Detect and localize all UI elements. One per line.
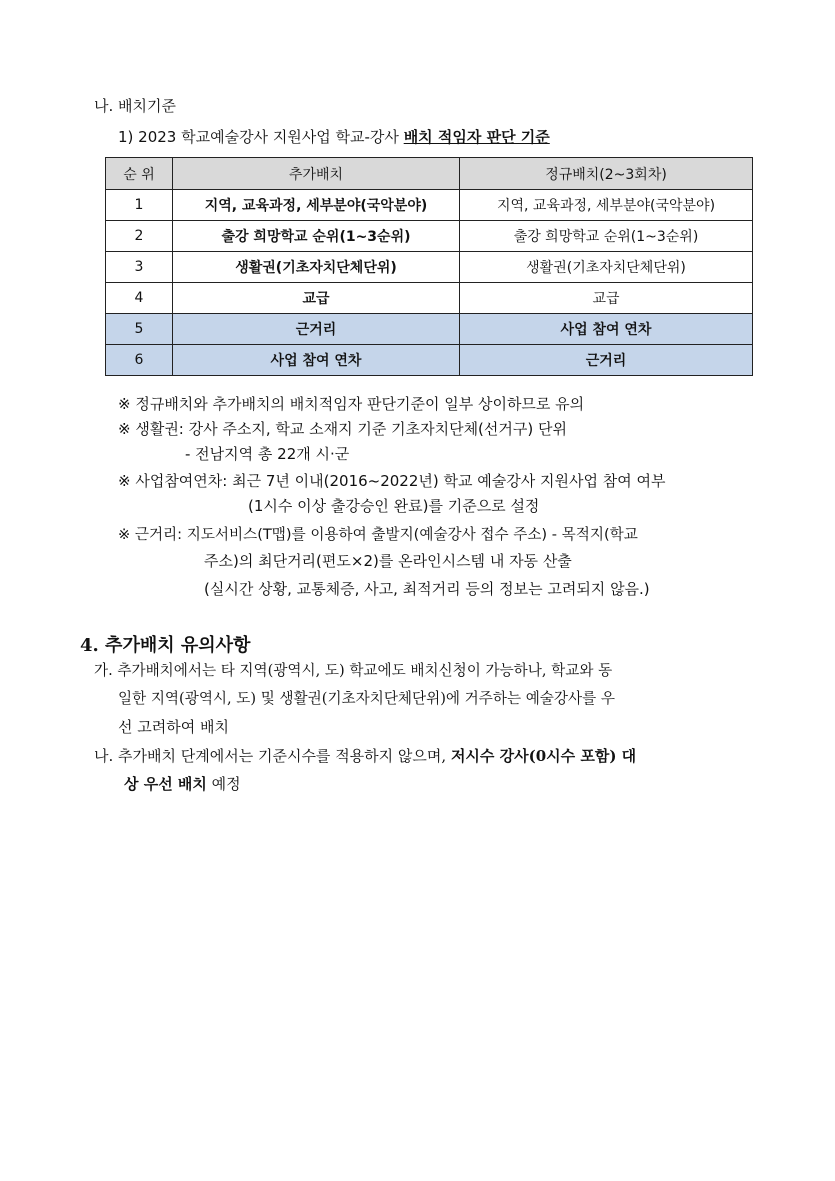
- section-4-title: 4. 추가배치 유의사항: [80, 635, 251, 656]
- section-b-title: 나. 배치기준: [94, 97, 176, 115]
- section-4-item-na-line1: [94, 746, 636, 766]
- table-row-highlighted: [106, 345, 753, 376]
- subsection-1-prefix: 1) 2023 학교예술강사 지원사업 학교-강사: [118, 128, 404, 146]
- note-distance: ※ 근거리: 지도서비스(T맵)를 이용하여 출발지(예술강사 접수 주소) - 목적지(학교: [118, 526, 638, 543]
- section-4-item-na-line2: [124, 774, 241, 794]
- additional-cell: 지역, 교육과정, 세부분야(국악분야): [173, 190, 460, 221]
- na-plain-text-2: 예정: [206, 775, 241, 793]
- rank-cell: 5: [106, 314, 173, 345]
- additional-cell: 교급: [173, 283, 460, 314]
- regular-cell: 생활권(기초자치단체단위): [460, 252, 753, 283]
- rank-cell: 2: [106, 221, 173, 252]
- additional-cell: 근거리: [173, 314, 460, 345]
- header-rank: 순 위: [106, 158, 173, 190]
- table-row-highlighted: [106, 314, 753, 345]
- table-header-row: [106, 158, 753, 190]
- additional-cell: 출강 희망학교 순위(1~3순위): [173, 221, 460, 252]
- na-bold-text: 저시수 강사(0시수 포함) 대: [450, 747, 637, 765]
- rank-cell: 3: [106, 252, 173, 283]
- section-4-item-ga-line1: 가. 추가배치에서는 타 지역(광역시, 도) 학교에도 배치신청이 가능하나, 학교와 동: [94, 662, 613, 679]
- regular-cell: 교급: [460, 283, 753, 314]
- additional-cell: 생활권(기초자치단체단위): [173, 252, 460, 283]
- na-plain-text: 나. 추가배치 단계에서는 기준시수를 적용하지 않으며,: [94, 747, 451, 765]
- rank-cell: 4: [106, 283, 173, 314]
- rank-cell: 6: [106, 345, 173, 376]
- note-participation-years: ※ 사업참여연차: 최근 7년 이내(2016~2022년) 학교 예술강사 지원사업 참여 여부: [118, 472, 666, 490]
- subsection-1-emphasis: 배치 적임자 판단 기준: [403, 128, 550, 146]
- section-4-item-ga-line3: 선 고려하여 배치: [118, 718, 229, 736]
- placement-criteria-table: [105, 157, 753, 376]
- subsection-1-title: [118, 127, 550, 147]
- regular-cell: 출강 희망학교 순위(1~3순위): [460, 221, 753, 252]
- table-row: [106, 221, 753, 252]
- table-row: [106, 283, 753, 314]
- note-living-area: ※ 생활권: 강사 주소지, 학교 소재지 기준 기초자치단체(선거구) 단위: [118, 420, 567, 438]
- note-difference: ※ 정규배치와 추가배치의 배치적임자 판단기준이 일부 상이하므로 유의: [118, 395, 585, 413]
- note-distance-exclusion: (실시간 상황, 교통체증, 사고, 최적거리 등의 정보는 고려되지 않음.): [204, 580, 650, 598]
- regular-cell: 근거리: [460, 345, 753, 376]
- note-distance-detail: 주소)의 최단거리(편도×2)를 온라인시스템 내 자동 산출: [204, 552, 572, 570]
- regular-cell: 사업 참여 연차: [460, 314, 753, 345]
- additional-cell: 사업 참여 연차: [173, 345, 460, 376]
- table-row: [106, 190, 753, 221]
- header-additional: 추가배치: [173, 158, 460, 190]
- note-living-area-detail: - 전남지역 총 22개 시·군: [185, 445, 350, 463]
- regular-cell: 지역, 교육과정, 세부분야(국악분야): [460, 190, 753, 221]
- section-4-item-ga-line2: 일한 지역(광역시, 도) 및 생활권(기초자치단체단위)에 거주하는 예술강사를 우: [118, 690, 615, 707]
- rank-cell: 1: [106, 190, 173, 221]
- table-row: [106, 252, 753, 283]
- note-participation-years-detail: (1시수 이상 출강승인 완료)를 기준으로 설정: [248, 497, 540, 515]
- na-bold-text-2: 상 우선 배치: [124, 775, 207, 793]
- header-regular: 정규배치(2~3회차): [460, 158, 753, 190]
